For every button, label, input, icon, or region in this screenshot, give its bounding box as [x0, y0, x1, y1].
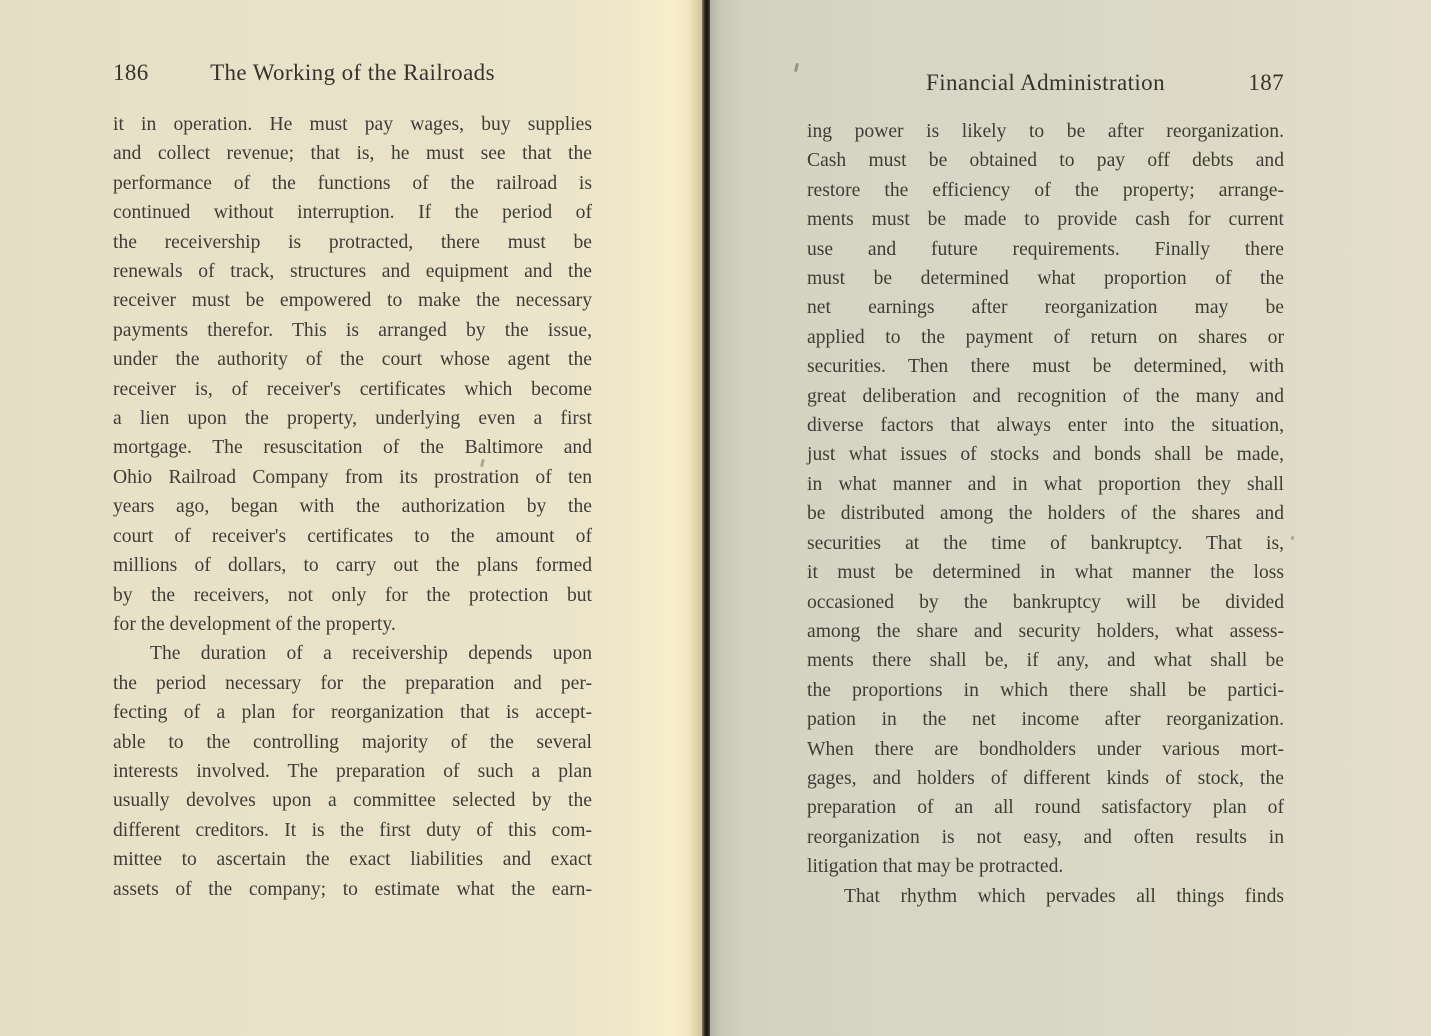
text-line: occasioned by the bankruptcy will be divided	[807, 591, 1284, 613]
text-line: payments therefor. This is arranged by the issue,	[113, 319, 592, 341]
text-line: receiver must be empowered to make the necessary	[113, 290, 592, 312]
text-line: securities at the time of bankruptcy. That is,	[807, 532, 1284, 554]
text-line: pation in the net income after reorganization.	[807, 709, 1284, 731]
text-line: restore the efficiency of the property; arrange-	[807, 179, 1284, 201]
text-line: That rhythm which pervades all things finds	[844, 885, 1284, 907]
text-line: receiver is, of receiver's certificates which become	[113, 378, 592, 400]
left-running-title: The Working of the Railroads	[210, 60, 495, 85]
text-line: years ago, began with the authorization by the	[113, 496, 592, 518]
text-line: under the authority of the court whose agent the	[113, 349, 592, 371]
text-line: assets of the company; to estimate what the earn-	[113, 878, 592, 900]
text-line: net earnings after reorganization may be	[807, 297, 1284, 319]
text-line: renewals of track, structures and equipment and the	[113, 261, 592, 283]
left-page-text	[113, 110, 592, 904]
text-line: mortgage. The resuscitation of the Baltimore and	[113, 437, 592, 459]
scan-speck	[1291, 536, 1295, 541]
text-line: litigation that may be protracted.	[807, 856, 1064, 878]
text-line: court of receiver's certificates to the amount of	[113, 525, 592, 547]
right-running-title: Financial Administration	[926, 70, 1165, 95]
text-line: among the share and security holders, what assess-	[807, 620, 1284, 642]
text-line: it must be determined in what manner the loss	[807, 562, 1284, 584]
text-line: able to the controlling majority of the several	[113, 731, 592, 753]
text-line: The duration of a receivership depends upon	[150, 643, 592, 665]
text-line: it in operation. He must pay wages, buy supplies	[113, 114, 592, 135]
text-line: Cash must be obtained to pay off debts and	[807, 150, 1284, 172]
text-line: must be determined what proportion of the	[807, 268, 1284, 290]
text-line: mittee to ascertain the exact liabilities and exact	[113, 849, 592, 871]
text-line: usually devolves upon a committee selected by the	[113, 790, 592, 812]
left-page-number: 186	[113, 60, 149, 85]
book-gutter	[702, 0, 710, 1036]
text-line: gages, and holders of different kinds of stock, the	[807, 767, 1284, 789]
scan-speck	[794, 63, 799, 72]
right-page-number: 187	[1248, 70, 1284, 95]
text-line: reorganization is not easy, and often results in	[807, 826, 1284, 848]
text-line: for the development of the property.	[113, 613, 396, 635]
right-page-text	[807, 117, 1284, 911]
text-line: different creditors. It is the first duty of this com-	[113, 819, 592, 841]
left-page-header	[113, 58, 592, 88]
right-page-header	[807, 68, 1284, 98]
text-line: use and future requirements. Finally there	[807, 238, 1284, 260]
left-page	[0, 0, 702, 1036]
text-line: When there are bondholders under various mort-	[807, 738, 1284, 760]
right-page	[710, 0, 1431, 1036]
text-line: continued without interruption. If the period of	[113, 202, 592, 224]
text-line: performance of the functions of the railroad is	[113, 172, 592, 194]
text-line: fecting of a plan for reorganization that is accept-	[113, 702, 592, 724]
text-line: interests involved. The preparation of such a plan	[113, 760, 592, 782]
text-line: ments must be made to provide cash for current	[807, 209, 1284, 231]
text-line: Ohio Railroad Company from its prostration of ten	[113, 466, 592, 488]
text-line: by the receivers, not only for the protection but	[113, 584, 592, 606]
text-line: the receivership is protracted, there must be	[113, 231, 592, 253]
text-line: a lien upon the property, underlying even a first	[113, 408, 592, 430]
text-line: in what manner and in what proportion they shall	[807, 473, 1284, 495]
text-line: and collect revenue; that is, he must see that the	[113, 143, 592, 165]
text-line: millions of dollars, to carry out the plans formed	[113, 555, 592, 577]
text-line: the period necessary for the preparation and per-	[113, 672, 592, 694]
text-line: be distributed among the holders of the shares and	[807, 503, 1284, 525]
text-line: ments there shall be, if any, and what shall be	[807, 650, 1284, 672]
text-line: diverse factors that always enter into the situation,	[807, 415, 1284, 437]
text-line: the proportions in which there shall be partici-	[807, 679, 1284, 701]
text-line: securities. Then there must be determined, with	[807, 356, 1284, 378]
text-line: preparation of an all round satisfactory plan of	[807, 797, 1284, 819]
text-line: great deliberation and recognition of the many and	[807, 385, 1284, 407]
text-line: ing power is likely to be after reorganization.	[807, 121, 1284, 142]
text-line: applied to the payment of return on shares or	[807, 326, 1284, 348]
text-line: just what issues of stocks and bonds shall be made,	[807, 444, 1284, 466]
